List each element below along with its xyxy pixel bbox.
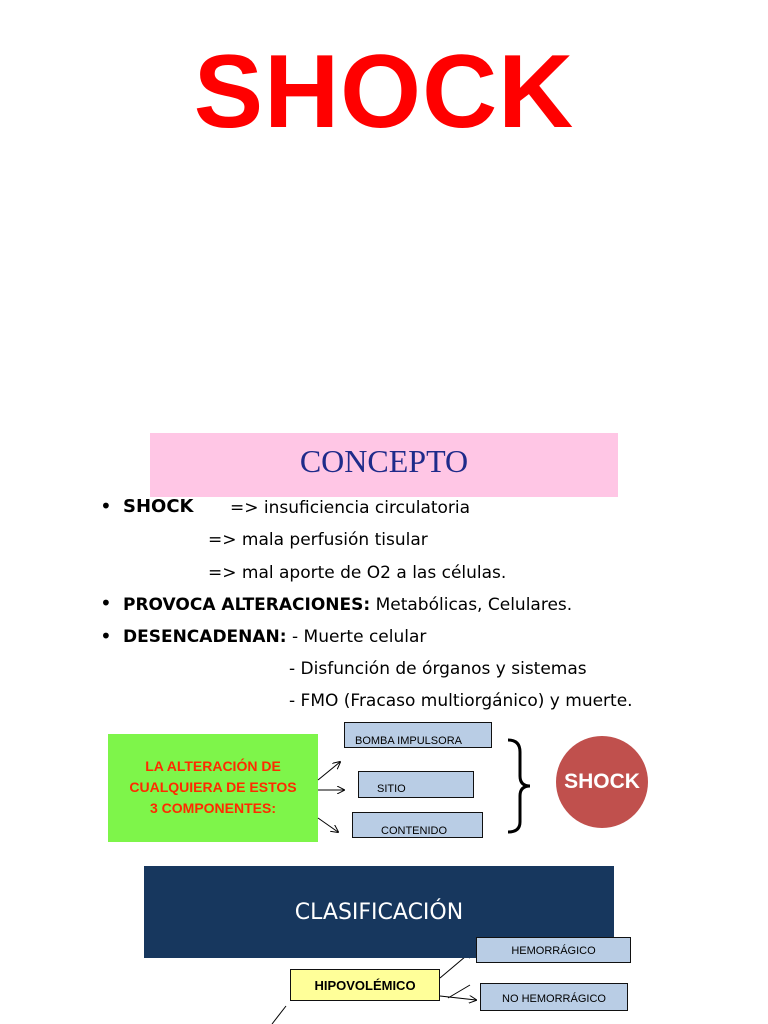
bullet-3-text: - Muerte celular — [286, 627, 427, 647]
arrow-to-no-hemorragico-icon — [440, 996, 476, 1000]
arrow-to-contenido-icon — [318, 818, 338, 832]
bullet-2-text: Metabólicas, Celulares. — [370, 595, 573, 615]
no-hemorragico-box — [480, 983, 628, 1011]
bullet-1-def-2: => mala perfusión tisular — [208, 530, 428, 550]
hemorragico-label: HEMORRÁGICO — [511, 945, 596, 957]
bullet-2-term: PROVOCA ALTERACIONES: — [123, 595, 371, 615]
bullet-3-sub-1: - Disfunción de órganos y sistemas — [289, 659, 587, 679]
hipovolemico-box: HIPOVOLÉMICO — [290, 969, 440, 1001]
bullet-1-def-1: => insuficiencia circulatoria — [230, 498, 471, 518]
hemorragico-box — [476, 937, 631, 963]
component-sitio-label: SITIO — [377, 783, 406, 795]
concepto-heading: CONCEPTO — [299, 443, 469, 479]
bullet-1-def-3: => mal aporte de O2 a las células. — [208, 563, 507, 583]
clasificacion-banner: CLASIFICACIÓN — [144, 866, 614, 958]
bullet-dot-icon: • — [100, 591, 112, 615]
page-title: SHOCK — [193, 34, 575, 150]
shock-circle: SHOCK — [556, 736, 648, 828]
no-hemorragico-label: NO HEMORRÁGICO — [502, 993, 606, 1005]
component-contenido-label: CONTENIDO — [381, 825, 447, 837]
bullet-dot-icon: • — [100, 494, 112, 518]
arrow-to-bomba-icon — [318, 762, 340, 780]
alteration-line-3: 3 COMPONENTES: — [149, 800, 276, 816]
component-bomba-label: BOMBA IMPULSORA — [355, 735, 462, 747]
bullet-3-term: DESENCADENAN: — [123, 627, 287, 647]
alteration-line-1: LA ALTERACIÓN DE — [145, 758, 281, 774]
arrow-partial-icon — [272, 1006, 286, 1024]
bullet-1-term: SHOCK — [123, 496, 194, 517]
alteration-line-2: CUALQUIERA DE ESTOS — [129, 779, 297, 795]
line-hipo — [448, 985, 470, 998]
bullet-dot-icon: • — [100, 624, 112, 648]
bullet-3-sub-2: - FMO (Fracaso multiorgánico) y muerte. — [289, 691, 633, 711]
brace-icon — [508, 740, 530, 832]
